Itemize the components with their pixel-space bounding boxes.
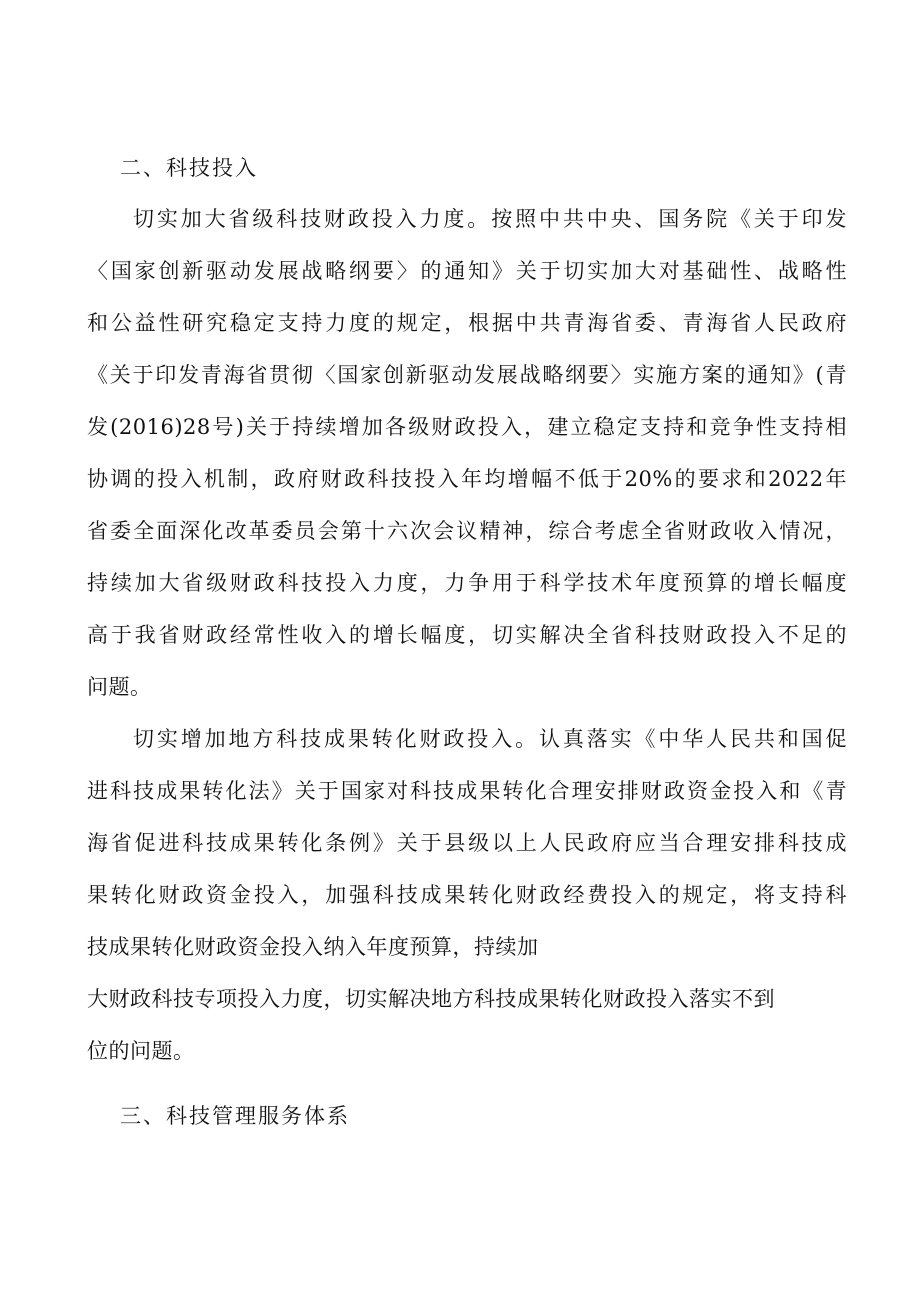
paragraph-line: 省委全面深化改革委员会第十六次会议精神，综合考虑全省财政收入情况， xyxy=(87,519,847,543)
paragraph-line: 和公益性研究稳定支持力度的规定，根据中共青海省委、青海省人民政府 xyxy=(87,311,847,335)
section-heading-science-investment: 二、科技投入 xyxy=(120,156,258,180)
paragraph-line: 协调的投入机制，政府财政科技投入年均增幅不低于20%的要求和2022年 xyxy=(87,467,847,491)
paragraph-line: 果转化财政资金投入，加强科技成果转化财政经费投入的规定，将支持科 xyxy=(87,883,847,907)
paragraph-line: 位的问题。 xyxy=(87,1039,195,1063)
paragraph-line: 切实增加地方科技成果转化财政投入。认真落实《中华人民共和国促 xyxy=(133,727,847,751)
paragraph-line: 切实加大省级科技财政投入力度。按照中共中央、国务院《关于印发 xyxy=(133,207,847,231)
paragraph-line: 问题。 xyxy=(87,675,152,699)
paragraph-line: 高于我省财政经常性收入的增长幅度，切实解决全省科技财政投入不足的 xyxy=(87,623,847,647)
paragraph-line: 《关于印发青海省贯彻〈国家创新驱动发展战略纲要〉实施方案的通知》(青 xyxy=(87,363,847,387)
paragraph-line: 进科技成果转化法》关于国家对科技成果转化合理安排财政资金投入和《青 xyxy=(87,779,847,803)
paragraph-line: 持续加大省级财政科技投入力度，力争用于科学技术年度预算的增长幅度 xyxy=(87,571,847,595)
paragraph-line: 技成果转化财政资金投入纳入年度预算，持续加 xyxy=(87,935,539,959)
paragraph-line: 发(2016)28号)关于持续增加各级财政投入，建立稳定支持和竞争性支持相 xyxy=(87,415,847,439)
section-heading-management-system: 三、科技管理服务体系 xyxy=(120,1104,350,1128)
paragraph-line: 海省促进科技成果转化条例》关于县级以上人民政府应当合理安排科技成 xyxy=(87,831,847,855)
paragraph-line: 大财政科技专项投入力度，切实解决地方科技成果转化财政投入落实不到 xyxy=(87,987,775,1011)
paragraph-line: 〈国家创新驱动发展战略纲要〉的通知》关于切实加大对基础性、战略性 xyxy=(87,259,847,283)
